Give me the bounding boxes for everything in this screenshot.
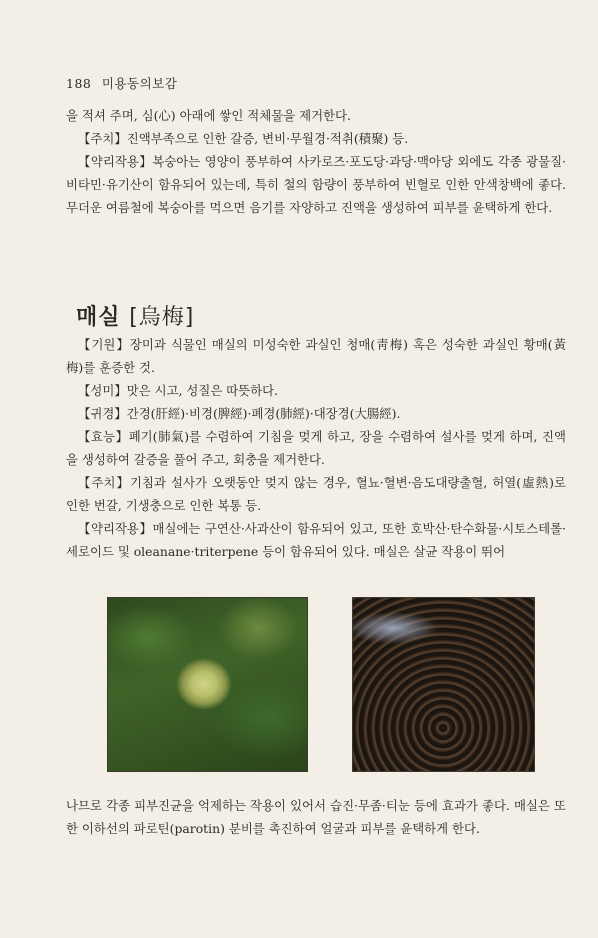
drying-plums-photo bbox=[352, 597, 535, 772]
meridian-text: 간경(肝經)·비경(脾經)·폐경(肺經)·대장경(大腸經). bbox=[126, 406, 401, 421]
peach-indication bbox=[66, 127, 566, 150]
peach-pharm-tag: 【약리작용】 bbox=[78, 154, 153, 169]
book-title: 미용동의보감 bbox=[101, 76, 178, 91]
peach-indication-text: 진액부족으로 인한 갈증, 변비·무월경·적취(積聚) 등. bbox=[126, 131, 409, 146]
running-header bbox=[66, 74, 177, 92]
origin-paragraph bbox=[66, 333, 566, 379]
section-title bbox=[76, 300, 194, 331]
peach-indication-tag: 【주치】 bbox=[78, 131, 127, 146]
nature-tag: 【성미】 bbox=[78, 383, 127, 398]
origin-tag: 【기원】 bbox=[78, 337, 130, 352]
peach-pharm-text: 복숭아는 영양이 풍부하여 사카로즈·포도당·과당·맥아당 외에도 각종 광물질·비타민·유기산이 함유되어 있는데, 특히 철의 함량이 풍부하여 빈혈로 인한 안색창백에 좋다. 무더운 여름철에 복숭아를 먹으면 음기를 자양하고 진액을 생성하여 피부를 윤택하게 한다. bbox=[66, 154, 566, 215]
maesil-continuation bbox=[66, 794, 566, 840]
effect-tag: 【효능】 bbox=[78, 429, 129, 444]
indication-tag: 【주치】 bbox=[78, 475, 131, 490]
meridian-tag: 【귀경】 bbox=[78, 406, 127, 421]
indication-paragraph bbox=[66, 471, 566, 517]
pharm-text: 매실에는 구연산·사과산이 함유되어 있고, 또한 호박산·탄수화물·시토스테롤·세로이드 및 oleanane·triterpene 등이 함유되어 있다. 매실은 살균 작용이 뛰어 bbox=[66, 521, 566, 559]
indication-text: 기침과 설사가 오랫동안 멎지 않는 경우, 혈뇨·혈변·음도대량출혈, 허열(虛熱)로 인한 번갈, 기생충으로 인한 복통 등. bbox=[66, 475, 566, 513]
nature-paragraph bbox=[66, 379, 566, 402]
pharm-tag: 【약리작용】 bbox=[78, 521, 153, 536]
peach-pharmacology bbox=[66, 150, 566, 219]
peach-continuation bbox=[66, 104, 566, 219]
pharmacology-paragraph bbox=[66, 517, 566, 563]
intro-line: 을 적셔 주며, 심(心) 아래에 쌓인 적체물을 제거한다. bbox=[66, 108, 351, 123]
maesil-body bbox=[66, 333, 566, 563]
continued-paragraph: 나므로 각종 피부진균을 억제하는 작용이 있어서 습진·무좀·티눈 등에 효과가 좋다. 매실은 또한 이하선의 파로틴(parotin) 분비를 촉진하여 얼굴과 피부를 윤택하게 한다. bbox=[66, 798, 566, 836]
section-title-korean: 매실 bbox=[76, 305, 121, 330]
origin-text: 장미과 식물인 매실의 미성숙한 과실인 청매(靑梅) 혹은 성숙한 과실인 황매(黃梅)를 훈증한 것. bbox=[66, 337, 566, 375]
effect-text: 폐기(肺氣)를 수렴하여 기침을 멎게 하고, 장을 수렴하여 설사를 멎게 하며, 진액을 생성하여 갈증을 풀어 주고, 회충을 제거한다. bbox=[66, 429, 566, 467]
green-plum-photo bbox=[107, 597, 308, 772]
effect-paragraph bbox=[66, 425, 566, 471]
meridian-paragraph bbox=[66, 402, 566, 425]
nature-text: 맛은 시고, 성질은 따뜻하다. bbox=[126, 383, 279, 398]
page-number: 188 bbox=[66, 76, 92, 91]
section-title-hanja: [烏梅] bbox=[129, 305, 195, 330]
